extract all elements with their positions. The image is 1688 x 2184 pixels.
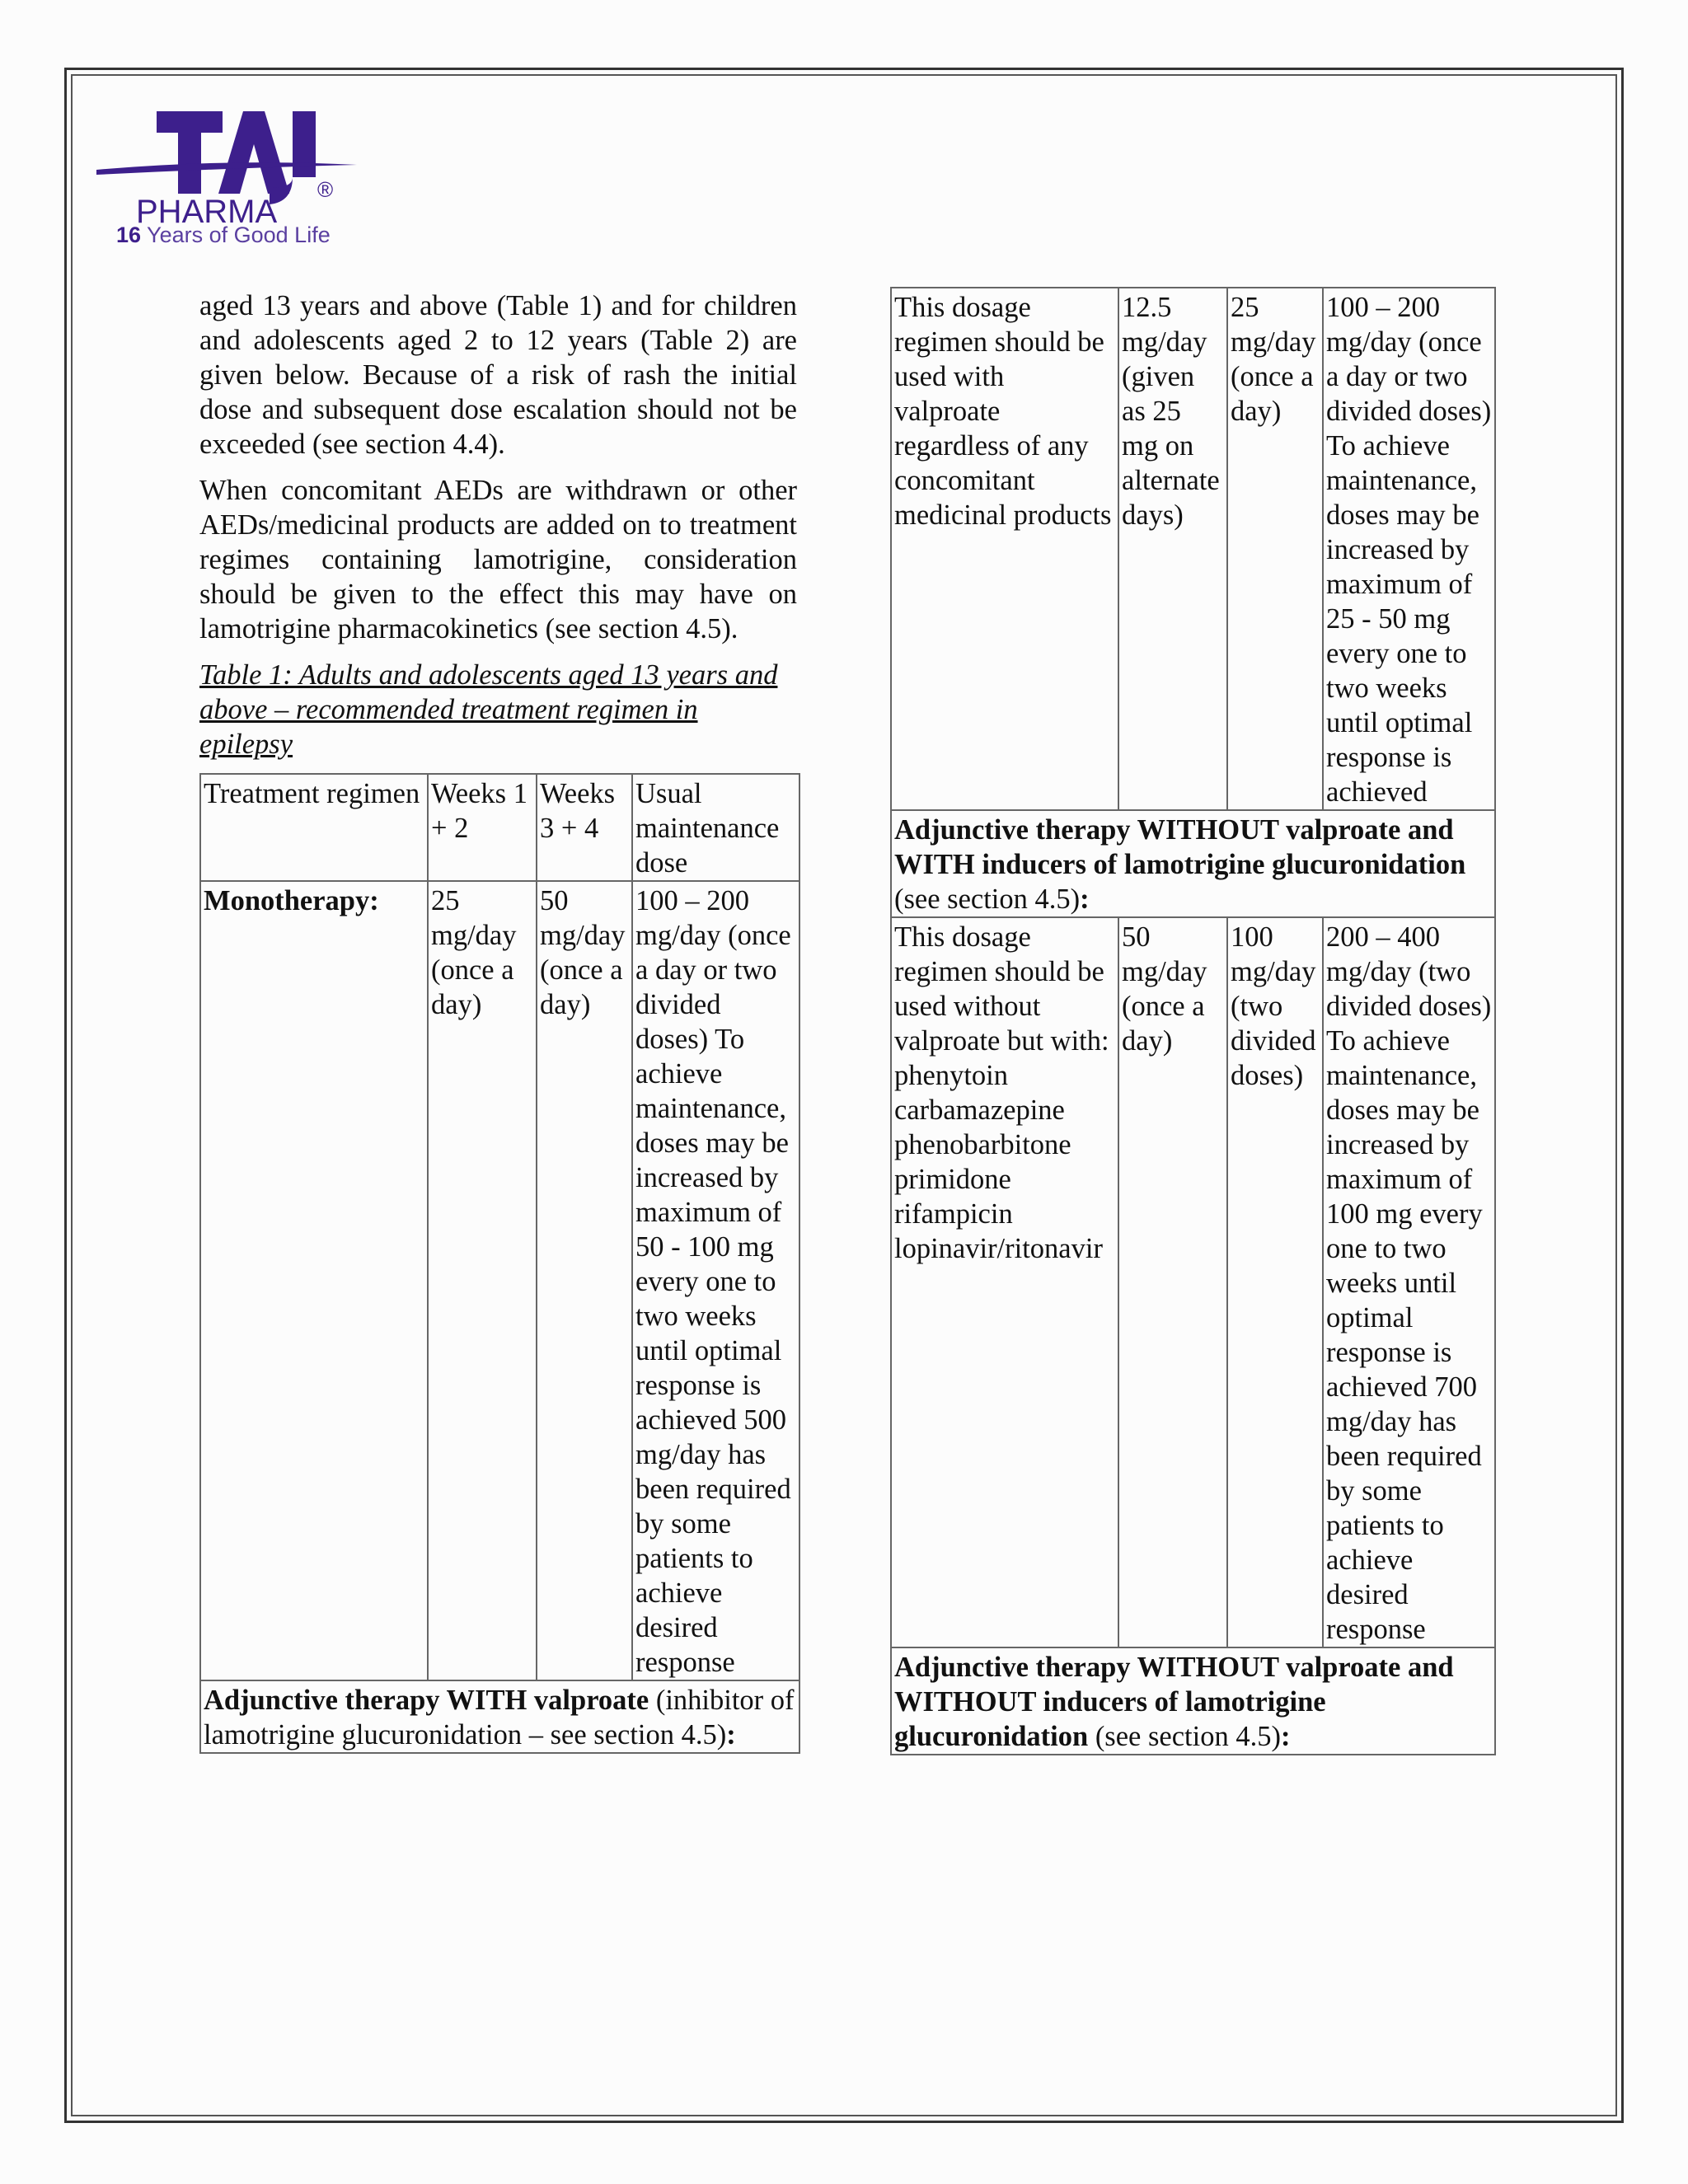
- table1-left: [199, 773, 800, 1754]
- table-row-monotherapy: [200, 881, 799, 1680]
- cell-adjunctive-with-valproate: [200, 1680, 799, 1753]
- logo-tag-number: 16: [116, 223, 142, 247]
- without-valproate-with-inducers-note: (see section 4.5): [894, 883, 1081, 915]
- cell-monotherapy-maintenance: 100 – 200 mg/day (once a day or two divided doses) To achieve maintenance, doses may be increased by maximum of 50 - 100 mg every one to two weeks until optimal response is achieved 500 mg/day has been required by some patients to achieve desired response: [632, 881, 799, 1680]
- without-valproate-without-inducers-colon: :: [1280, 1721, 1291, 1752]
- cell-without-valproate-with-inducers: [891, 810, 1495, 917]
- table1-caption: Table 1: Adults and adolescents aged 13 years and above – recommended treatment regimen in epilepsy: [199, 659, 778, 760]
- cell-valproate-weeks-1-2: 12.5 mg/day (given as 25 mg on alternate days): [1118, 288, 1227, 810]
- without-valproate-without-inducers-note: (see section 4.5): [1088, 1721, 1281, 1752]
- table-row-adjunctive-with-valproate: [200, 1680, 799, 1753]
- logo-tag-text: Years of Good Life: [141, 223, 331, 247]
- taj-pharma-logo: [95, 99, 367, 255]
- without-valproate-with-inducers-title: Adjunctive therapy WITHOUT valproate and WITH inducers of lamotrigine glucuronidation: [894, 814, 1466, 880]
- cell-valproate-regimen: This dosage regimen should be used with valproate regardless of any concomitant medicinal products: [891, 288, 1118, 810]
- cell-monotherapy-label: Monotherapy:: [200, 881, 428, 1680]
- cell-monotherapy-weeks-3-4: 50 mg/day (once a day): [537, 881, 632, 1680]
- adjunctive-with-valproate-title: Adjunctive therapy WITH valproate: [204, 1685, 649, 1716]
- inducer-drug-item: rifampicin: [894, 1198, 1013, 1230]
- paragraph-dosing-intro: aged 13 years and above (Table 1) and for children and adolescents aged 2 to 12 years (Table 2) are given below. Because of a risk of rash the initial dose and subsequent dose escalation should not be exceeded (see section 4.4).: [199, 290, 797, 460]
- cell-without-valproate-without-inducers: [891, 1647, 1495, 1755]
- cell-inducers-regimen: [891, 917, 1118, 1647]
- logo-pharma-text: PHARMA: [136, 194, 278, 230]
- table-row-without-valproate-with-inducers-header: [891, 810, 1495, 917]
- cell-monotherapy-weeks-1-2: 25 mg/day (once a day): [428, 881, 537, 1680]
- inducer-drug-item: phenobarbitone: [894, 1129, 1071, 1160]
- table1-right: [890, 287, 1496, 1755]
- inducer-drug-item: primidone: [894, 1164, 1011, 1195]
- inducers-regimen-intro: This dosage regimen should be used without valproate but with:: [894, 921, 1109, 1057]
- cell-inducers-maintenance: 200 – 400 mg/day (two divided doses) To achieve maintenance, doses may be increased by maximum of 100 mg every one to two weeks until optimal response is achieved 700 mg/day has been required by some patients to achieve desired response: [1323, 917, 1495, 1647]
- logo-registered-mark: ®: [317, 177, 334, 202]
- adjunctive-with-valproate-colon: :: [726, 1719, 736, 1750]
- left-column: [199, 288, 797, 1754]
- table-header-row: [200, 774, 799, 881]
- header-treatment-regimen: Treatment regimen: [200, 774, 428, 881]
- cell-inducers-weeks-1-2: 50 mg/day (once a day): [1118, 917, 1227, 1647]
- paragraph-concomitant-aeds: When concomitant AEDs are withdrawn or other AEDs/medicinal products are added on to treatment regimes containing lamotrigine, consideration should be given to the effect this may have on lamotrigine pharmacokinetics (see section 4.5).: [199, 475, 797, 644]
- table-row-without-valproate-without-inducers-header: [891, 1647, 1495, 1755]
- without-valproate-without-inducers-title: Adjunctive therapy WITHOUT valproate and WITHOUT inducers of lamotrigine glucuronidation: [894, 1652, 1454, 1752]
- adjunctive-with-valproate-note: (inhibitor of lamotrigine glucuronidation – see section 4.5): [204, 1685, 795, 1750]
- inducer-drug-item: lopinavir/ritonavir: [894, 1233, 1103, 1264]
- header-weeks-1-2: Weeks 1 + 2: [428, 774, 537, 881]
- inducer-drug-item: carbamazepine: [894, 1094, 1065, 1126]
- logo-tagline: [116, 223, 331, 248]
- cell-valproate-maintenance: 100 – 200 mg/day (once a day or two divided doses) To achieve maintenance, doses may be increased by maximum of 25 - 50 mg every one to two weeks until optimal response is achieved: [1323, 288, 1495, 810]
- cell-valproate-weeks-3-4: 25 mg/day (once a day): [1227, 288, 1323, 810]
- table-row-inducers-regimen: [891, 917, 1495, 1647]
- without-valproate-with-inducers-colon: :: [1080, 883, 1090, 915]
- cell-inducers-weeks-3-4: 100 mg/day (two divided doses): [1227, 917, 1323, 1647]
- inducer-drug-item: phenytoin: [894, 1060, 1008, 1091]
- table-row-valproate-regimen: [891, 288, 1495, 810]
- header-usual-maintenance: Usual maintenance dose: [632, 774, 799, 881]
- header-weeks-3-4: Weeks 3 + 4: [537, 774, 632, 881]
